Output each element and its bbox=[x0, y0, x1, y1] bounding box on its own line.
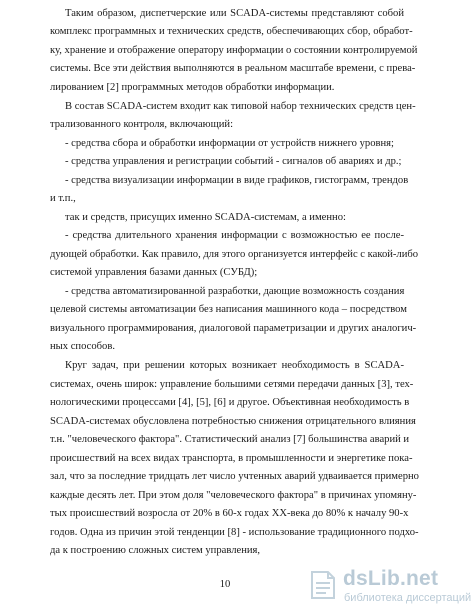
text-line: зал, что за последние тридцать лет число учтенных аварий удваивается примерно bbox=[50, 471, 419, 482]
list-item: - средства сбора и обработки информации от устройств нижнего уровня; bbox=[65, 138, 394, 149]
text-line: нологическими процессами [4], [5], [6] и другое. Объективная необходимость в bbox=[50, 397, 410, 408]
text-line: SCADA-системах обусловлена потребностью снижения отрицательного влияния bbox=[50, 416, 416, 427]
text-line: каждые десять лет. При этом доля "человеческого фактора" в причинах упомяну- bbox=[50, 490, 417, 501]
text-line: системой управления базами данных (СУБД); bbox=[50, 267, 258, 278]
text-line: трализованного контроля, включающий: bbox=[50, 119, 234, 130]
text-line: и т.п., bbox=[50, 193, 76, 204]
text-line: В состав SCADA-систем входит как типовой набор технических средств цен- bbox=[65, 101, 416, 112]
text-line: да к построению сложных систем управления, bbox=[50, 545, 261, 556]
text-line: системы. Все эти действия выполняются в реальном масштабе времени, с прева- bbox=[50, 63, 416, 74]
text-line: Круг задач, при решении которых возникает необходимость в SCADA- bbox=[65, 360, 404, 371]
watermark-caption: библиотека диссертаций bbox=[344, 592, 471, 604]
text-line: ку, хранение и отображение оператору информации о состоянии контролируемой bbox=[50, 45, 418, 56]
list-item: - средства визуализации информации в виде графиков, гистограмм, трендов bbox=[65, 175, 409, 186]
text-line: так и средств, присущих именно SCADA-системам, а именно: bbox=[65, 212, 346, 223]
list-item: - средства автоматизированной разработки, дающие возможность создания bbox=[65, 286, 405, 297]
watermark bbox=[303, 566, 471, 608]
text-line: ных способов. bbox=[50, 341, 116, 352]
text-line: дующей обработки. Как правило, для этого организуется интерфейс с какой-либо bbox=[50, 249, 419, 260]
text-line: системах, очень широк: управление большими сетями передачи данных [3], тех- bbox=[50, 379, 414, 390]
text-line: т.н. "человеческого фактора". Статистический анализ [7] большинства аварий и bbox=[50, 434, 410, 445]
text-line: лированием [2] программных методов обработки информации. bbox=[50, 82, 335, 93]
text-line: визуального программирования, диалоговой параметризации и других аналогич- bbox=[50, 323, 417, 334]
text-line: Таким образом, диспетчерские или SCADA-системы представляют собой bbox=[65, 8, 404, 19]
text-line: целевой системы автоматизации без написания машинного кода – посредством bbox=[50, 304, 407, 315]
text-line: комплекс программных и технических средств, обеспечивающих сбор, обработ- bbox=[50, 26, 413, 37]
dslib-logo-icon bbox=[303, 566, 341, 604]
page-number: 10 bbox=[219, 579, 231, 590]
list-item: - средства управления и регистрации событий - сигналов об авариях и др.; bbox=[65, 156, 402, 167]
list-item: - средства длительного хранения информации с возможностью ее после- bbox=[65, 230, 404, 241]
text-line: тых происшествий возросла от 20% в 60-х годах XX-века до 80% к началу 90-х bbox=[50, 508, 409, 519]
text-line: годов. Одна из причин этой тенденции [8] - использование традиционного подхо- bbox=[50, 527, 419, 538]
watermark-site: dsLib.net bbox=[343, 567, 439, 590]
text-line: происшествий на всех видах транспорта, в промышленности и энергетике пока- bbox=[50, 453, 413, 464]
